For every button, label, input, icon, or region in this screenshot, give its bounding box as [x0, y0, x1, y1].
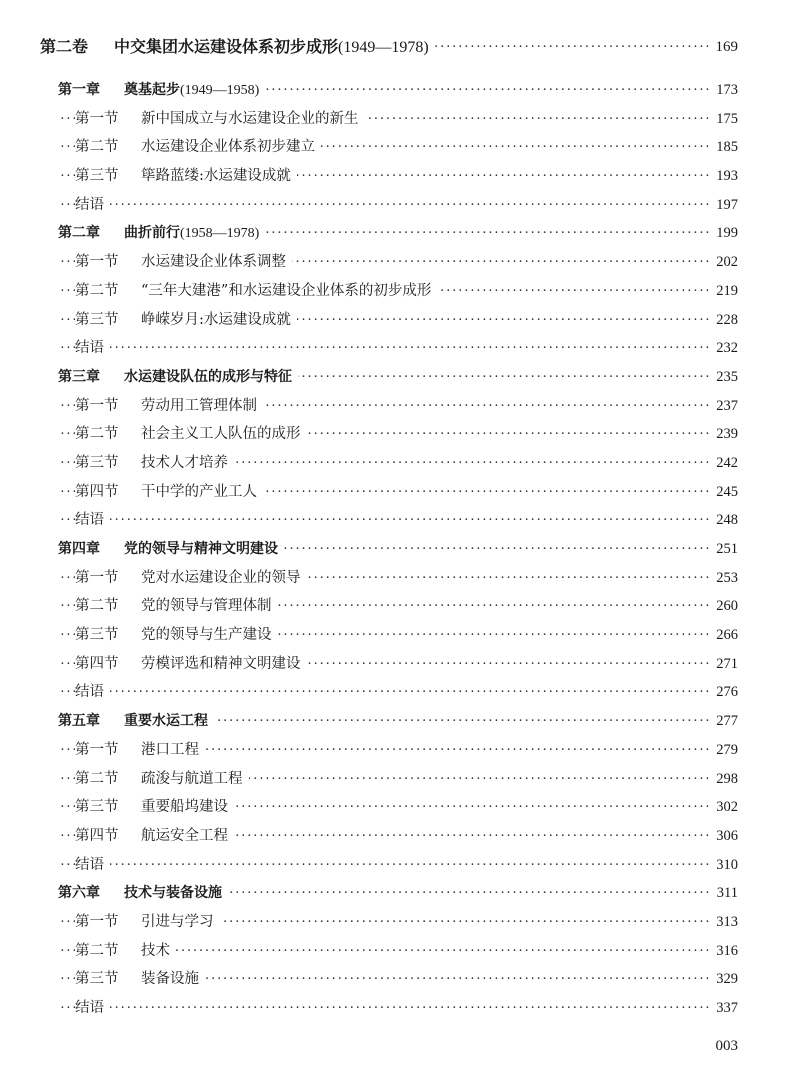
toc-conclusion-entry-label	[75, 334, 110, 363]
section-number: 第二节	[75, 139, 119, 156]
toc-section-entry[interactable]	[0, 822, 790, 851]
toc-conclusion-entry[interactable]	[0, 851, 790, 880]
conclusion-title: 结语	[75, 684, 104, 701]
toc-section-entry[interactable]	[0, 592, 790, 621]
toc-section-entry-page-number: 219	[710, 277, 738, 306]
toc-conclusion-entry-page-number: 276	[710, 678, 738, 707]
chapter-years: (1958—1978)	[180, 226, 260, 242]
toc-section-entry[interactable]	[0, 306, 790, 335]
toc-section-entry[interactable]	[0, 765, 790, 794]
toc-chapter-entry[interactable]	[0, 707, 790, 736]
chapter-title: 水运建设队伍的成形与特征	[124, 368, 292, 385]
toc-section-entry-page-number: 279	[710, 736, 738, 765]
volume-years: (1949—1978)	[338, 39, 429, 56]
chapter-list	[0, 76, 790, 1023]
toc-section-entry[interactable]	[0, 449, 790, 478]
toc-section-entry[interactable]	[0, 965, 790, 994]
toc-chapter-entry-page-number: 251	[710, 535, 738, 564]
chapter-years: (1949—1958)	[180, 83, 260, 98]
section-number: 第三节	[75, 454, 119, 471]
volume-page-number: 169	[710, 32, 739, 62]
section-title: 峥嵘岁月:水运建设成就	[141, 311, 291, 328]
toc-conclusion-entry[interactable]	[0, 191, 790, 220]
toc-section-entry[interactable]	[0, 248, 790, 277]
toc-section-entry-page-number: 298	[710, 765, 738, 794]
conclusion-title: 结语	[75, 512, 104, 529]
toc-section-entry-page-number: 242	[710, 449, 738, 478]
toc-section-entry-label	[75, 793, 234, 822]
toc-chapter-entry[interactable]	[0, 879, 790, 908]
toc-section-entry-label	[75, 650, 307, 679]
toc-chapter-entry-label	[58, 879, 228, 908]
section-title: 重要船坞建设	[141, 799, 228, 816]
section-title: 引进与学习	[141, 913, 214, 930]
section-number: 第三节	[75, 799, 119, 816]
chapter-title: 技术与装备设施	[124, 885, 222, 902]
toc-chapter-entry[interactable]	[0, 363, 790, 392]
toc-section-entry-label	[75, 248, 292, 277]
section-number: 第二节	[75, 770, 119, 787]
section-title: 港口工程	[141, 741, 199, 758]
section-title: 水运建设企业体系调整	[141, 254, 286, 271]
section-title: 党的领导与管理体制	[141, 598, 272, 615]
toc-section-entry-page-number: 329	[710, 965, 738, 994]
toc-chapter-entry[interactable]	[0, 219, 790, 248]
toc-section-entry[interactable]	[0, 937, 790, 966]
section-number: 第一节	[75, 913, 119, 930]
chapter-number: 第六章	[58, 885, 100, 902]
conclusion-title: 结语	[75, 196, 104, 213]
toc-conclusion-entry-label	[75, 678, 110, 707]
section-number: 第一节	[75, 254, 119, 271]
toc-section-entry-label	[75, 564, 307, 593]
toc-section-entry[interactable]	[0, 650, 790, 679]
section-number: 第三节	[75, 971, 119, 988]
toc-section-entry-page-number: 313	[710, 908, 738, 937]
chapter-title: 曲折前行	[124, 225, 180, 242]
chapter-number: 第三章	[58, 368, 100, 385]
toc-section-entry[interactable]	[0, 793, 790, 822]
toc-conclusion-entry[interactable]	[0, 994, 790, 1023]
toc-section-entry[interactable]	[0, 564, 790, 593]
toc-section-entry-label	[75, 277, 437, 306]
chapter-number: 第四章	[58, 541, 100, 557]
toc-section-entry-label	[75, 822, 234, 851]
toc-chapter-entry[interactable]	[0, 535, 790, 564]
toc-section-entry-label	[75, 162, 297, 191]
toc-section-entry-page-number: 239	[710, 420, 738, 449]
section-number: 第三节	[75, 627, 119, 644]
toc-section-entry-label	[75, 420, 307, 449]
section-title: 新中国成立与水运建设企业的新生	[141, 110, 359, 127]
toc-section-entry-page-number: 202	[710, 248, 738, 277]
toc-section-entry-page-number: 245	[710, 478, 738, 507]
conclusion-title: 结语	[75, 1000, 104, 1016]
toc-section-entry-label	[75, 105, 365, 134]
section-number: 第四节	[75, 655, 119, 672]
section-number: 第一节	[75, 110, 119, 127]
toc-section-entry-label	[75, 592, 278, 621]
section-title: 技术人才培养	[141, 454, 228, 471]
toc-section-entry-label	[75, 965, 205, 994]
toc-chapter-entry-page-number: 277	[710, 707, 738, 736]
toc-section-entry-label	[75, 449, 234, 478]
toc-conclusion-entry-page-number: 232	[710, 334, 738, 363]
dot-leader	[60, 506, 730, 535]
toc-section-entry-page-number: 266	[710, 621, 738, 650]
chapter-title: 奠基起步	[124, 82, 180, 98]
toc-conclusion-entry-page-number: 197	[710, 191, 738, 220]
section-number: 第二节	[75, 426, 119, 443]
section-number: 第二节	[75, 282, 119, 299]
toc-chapter-entry-label	[58, 76, 265, 106]
section-title: 社会主义工人队伍的成形	[141, 426, 301, 443]
section-number: 第三节	[75, 311, 119, 328]
dot-leader	[60, 191, 730, 220]
toc-volume-entry[interactable]	[0, 32, 790, 62]
toc-section-entry[interactable]	[0, 420, 790, 449]
section-number: 第四节	[75, 827, 119, 844]
toc-section-entry[interactable]	[0, 478, 790, 507]
toc-section-entry-page-number: 193	[710, 162, 738, 191]
toc-section-entry[interactable]	[0, 105, 790, 134]
toc-section-entry[interactable]	[0, 621, 790, 650]
section-number: 第一节	[75, 741, 119, 758]
toc-chapter-entry-page-number: 173	[710, 76, 738, 105]
volume-heading	[40, 32, 435, 63]
section-number: 第一节	[75, 397, 119, 414]
toc-chapter-entry-page-number: 199	[710, 219, 738, 248]
section-title: 水运建设企业体系初步建立	[141, 139, 315, 156]
toc-section-entry-page-number: 302	[710, 793, 738, 822]
toc-section-entry-label	[75, 937, 176, 966]
toc-conclusion-entry-page-number: 310	[710, 851, 738, 880]
toc-section-entry-page-number: 260	[710, 592, 738, 621]
volume-number: 第二卷	[40, 37, 89, 56]
section-title: 航运安全工程	[141, 827, 228, 844]
toc-chapter-entry-page-number: 311	[711, 879, 738, 908]
section-title: 劳模评选和精神文明建设	[141, 655, 301, 672]
chapter-number: 第一章	[58, 82, 100, 98]
toc-conclusion-entry-label	[75, 191, 110, 220]
section-number: 第二节	[75, 942, 119, 959]
toc-section-entry-label	[75, 736, 205, 765]
toc-conclusion-entry-label	[75, 994, 110, 1023]
dot-leader	[60, 678, 730, 707]
conclusion-title: 结语	[75, 340, 104, 357]
toc-chapter-entry[interactable]	[0, 76, 790, 105]
toc-section-entry-label	[75, 621, 278, 650]
toc-conclusion-entry-label	[75, 851, 110, 880]
toc-conclusion-entry-label	[75, 506, 110, 535]
section-title: 装备设施	[141, 971, 199, 988]
toc-section-entry-label	[75, 765, 249, 794]
toc-conclusion-entry-page-number: 337	[710, 994, 738, 1023]
toc-section-entry[interactable]	[0, 736, 790, 765]
toc-section-entry[interactable]	[0, 162, 790, 191]
section-title: “三年大建港”和水运建设企业体系的初步成形	[141, 282, 432, 299]
chapter-number: 第二章	[58, 225, 100, 242]
section-title: 疏浚与航道工程	[141, 770, 243, 787]
toc-section-entry-page-number: 185	[710, 133, 738, 162]
toc-section-entry-page-number: 228	[710, 306, 738, 335]
toc-conclusion-entry[interactable]	[0, 678, 790, 707]
toc-chapter-entry-page-number: 235	[710, 363, 738, 392]
chapter-title: 党的领导与精神文明建设	[124, 541, 278, 557]
toc-section-entry-page-number: 271	[710, 650, 738, 679]
page-folio: 003	[715, 1038, 738, 1054]
toc-section-entry-page-number: 316	[710, 937, 738, 966]
table-of-contents	[0, 32, 790, 1023]
dot-leader	[60, 994, 730, 1023]
section-title: 党对水运建设企业的领导	[141, 569, 301, 586]
toc-conclusion-entry[interactable]	[0, 334, 790, 363]
section-number: 第二节	[75, 598, 119, 615]
toc-chapter-entry-label	[58, 707, 214, 736]
toc-chapter-entry-label	[58, 535, 284, 564]
toc-section-entry[interactable]	[0, 908, 790, 937]
toc-section-entry-page-number: 306	[710, 822, 738, 851]
toc-section-entry[interactable]	[0, 277, 790, 306]
toc-section-entry-page-number: 175	[710, 105, 738, 134]
section-number: 第三节	[75, 168, 119, 185]
toc-section-entry-page-number: 253	[710, 564, 738, 593]
toc-section-entry-label	[75, 392, 263, 421]
toc-section-entry[interactable]	[0, 133, 790, 162]
section-title: 筚路蓝缕:水运建设成就	[141, 168, 291, 185]
toc-chapter-entry-label	[58, 363, 298, 392]
toc-section-entry-label	[75, 478, 263, 507]
toc-chapter-entry-label	[58, 219, 265, 249]
toc-section-entry-label	[75, 908, 220, 937]
volume-title: 中交集团水运建设体系初步成形	[114, 37, 339, 56]
section-title: 劳动用工管理体制	[141, 397, 257, 414]
section-number: 第四节	[75, 483, 119, 500]
toc-section-entry-page-number: 237	[710, 392, 738, 421]
chapter-title: 重要水运工程	[124, 713, 208, 730]
toc-section-entry-label	[75, 133, 321, 162]
toc-conclusion-entry[interactable]	[0, 506, 790, 535]
conclusion-title: 结语	[75, 856, 104, 873]
toc-section-entry-label	[75, 306, 297, 335]
chapter-number: 第五章	[58, 713, 100, 730]
section-title: 干中学的产业工人	[141, 483, 257, 500]
toc-conclusion-entry-page-number: 248	[710, 506, 738, 535]
section-number: 第一节	[75, 569, 119, 586]
dot-leader	[60, 334, 730, 363]
section-title: 党的领导与生产建设	[141, 627, 272, 644]
toc-section-entry[interactable]	[0, 392, 790, 421]
section-title: 技术	[141, 942, 170, 959]
dot-leader	[60, 851, 730, 880]
